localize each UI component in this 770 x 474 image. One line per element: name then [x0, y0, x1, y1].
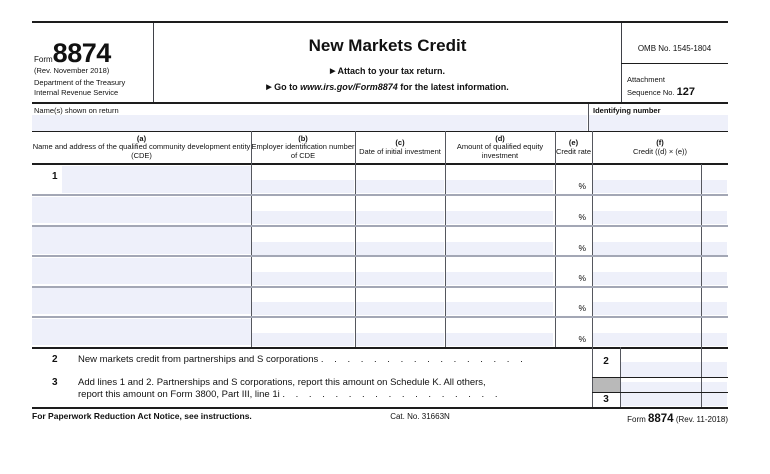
col-line-ef	[592, 131, 593, 347]
row1-field-amount[interactable]	[446, 180, 553, 193]
line3-number: 3	[52, 377, 58, 388]
form-number: 8874	[52, 38, 111, 68]
row5-field-amount[interactable]	[446, 302, 553, 315]
row4-field-date[interactable]	[356, 272, 444, 285]
row5-field-date[interactable]	[356, 302, 444, 315]
department-line: Department of the Treasury	[34, 78, 126, 87]
row-separator-2	[32, 225, 728, 227]
form-revision: (Rev. November 2018)	[34, 66, 110, 75]
row1-field-ein[interactable]	[252, 180, 354, 193]
sequence-number: 127	[676, 86, 695, 98]
top-rule	[32, 21, 728, 23]
row4-field-cde[interactable]	[32, 258, 251, 284]
col-header-e: (e) Credit rate	[555, 137, 591, 156]
row5-percent-sign: %	[578, 303, 586, 313]
col-line-bc	[355, 131, 356, 347]
omb-separator	[621, 63, 728, 64]
row3-field-credit[interactable]	[593, 242, 727, 255]
goto-arrow-icon: ▶	[266, 84, 272, 91]
line3-amount-field[interactable]	[621, 382, 727, 406]
identifying-input-field[interactable]	[589, 115, 728, 131]
row1-percent-sign: %	[578, 181, 586, 191]
form-word: Form	[34, 55, 53, 64]
col-header-f: (f) Credit ((d) × (e))	[633, 137, 687, 156]
form-title: New Markets Credit	[308, 36, 467, 55]
row4-field-ein[interactable]	[252, 272, 354, 285]
form-number-block	[34, 38, 152, 69]
attachment-word: Attachment	[627, 75, 665, 84]
goto-url-link[interactable]: www.irs.gov/Form8874	[300, 82, 398, 92]
row2-field-cde[interactable]	[32, 197, 251, 223]
line3-text: Add lines 1 and 2. Partnerships and S corporations, report this amount on Schedule K. All others, report this amount on Form 3800, Part III, line 1i . . . . . . . . . . . . . . . . .	[78, 377, 499, 400]
row6-field-date[interactable]	[356, 333, 444, 346]
col-line-de	[555, 131, 556, 347]
row4-field-amount[interactable]	[446, 272, 553, 285]
line3-box-number: 3	[603, 394, 609, 405]
gray-filler-cell	[593, 378, 620, 392]
row3-percent-sign: %	[578, 243, 586, 253]
footer-form-id: Form 8874 (Rev. 11-2018)	[627, 413, 728, 425]
line2-bottom-rule	[592, 377, 728, 378]
row-separator-4	[32, 286, 728, 288]
row5-field-ein[interactable]	[252, 302, 354, 315]
sequence-line: Sequence No. 127	[627, 86, 695, 98]
row2-field-credit[interactable]	[593, 211, 727, 224]
row2-percent-sign: %	[578, 212, 586, 222]
row2-field-amount[interactable]	[446, 211, 553, 224]
name-label: Name(s) shown on return	[34, 106, 119, 115]
line2-number: 2	[52, 354, 58, 365]
row6-field-cde[interactable]	[32, 319, 251, 345]
header-bottom-rule	[32, 102, 728, 104]
line1-number: 1	[52, 171, 58, 182]
row-separator-3	[32, 255, 728, 257]
line2-amount-field[interactable]	[621, 362, 727, 377]
gray-cell-bottom-rule	[592, 392, 728, 393]
row3-field-date[interactable]	[356, 242, 444, 255]
row1-field-credit[interactable]	[593, 180, 727, 193]
row1-field-cde[interactable]	[62, 166, 251, 193]
line3-dot-leaders: . . . . . . . . . . . . . . . . .	[282, 388, 499, 400]
col-line-ab	[251, 131, 252, 347]
goto-instruction: ▶ Go to www.irs.gov/Form8874 for the latest information.	[266, 82, 509, 92]
col-header-d: (d) Amount of qualified equity investment	[456, 133, 544, 160]
attach-arrow-icon: ▶	[329, 68, 336, 75]
row-separator-1	[32, 194, 728, 196]
row6-percent-sign: %	[578, 334, 586, 344]
row4-field-credit[interactable]	[593, 272, 727, 285]
col-header-b: (b) Employer identification number of CDE	[251, 133, 355, 160]
row5-field-credit[interactable]	[593, 302, 727, 315]
row6-field-ein[interactable]	[252, 333, 354, 346]
name-input-field[interactable]	[32, 115, 587, 131]
line2-box-number: 2	[603, 356, 609, 367]
table-bottom-rule	[32, 347, 728, 349]
identifying-label: Identifying number	[593, 106, 661, 115]
row2-field-ein[interactable]	[252, 211, 354, 224]
row3-field-amount[interactable]	[446, 242, 553, 255]
line2-text: New markets credit from partnerships and S corporations . . . . . . . . . . . . . . . .	[78, 354, 524, 365]
row6-field-amount[interactable]	[446, 333, 553, 346]
row3-field-cde[interactable]	[32, 227, 251, 254]
col-header-a: (a) Name and address of the qualified community development entity (CDE)	[32, 133, 251, 160]
row1-field-date[interactable]	[356, 180, 444, 193]
col-header-c: (c) Date of initial investment	[359, 137, 441, 156]
omb-number: OMB No. 1545-1804	[637, 44, 712, 53]
paperwork-notice: For Paperwork Reduction Act Notice, see instructions.	[32, 411, 252, 421]
col-line-cd	[445, 131, 446, 347]
agency-line: Internal Revenue Service	[34, 88, 119, 97]
row6-field-credit[interactable]	[593, 333, 727, 346]
row2-field-date[interactable]	[356, 211, 444, 224]
row5-field-cde[interactable]	[32, 288, 251, 314]
row-separator-5	[32, 316, 728, 318]
table-header-bottom-rule	[32, 163, 728, 165]
catalog-number: Cat. No. 31663N	[390, 412, 450, 421]
row3-field-ein[interactable]	[252, 242, 354, 255]
attach-instruction: ▶ Attach to your tax return.	[329, 66, 446, 76]
row4-percent-sign: %	[578, 273, 586, 283]
line2-dot-leaders: . . . . . . . . . . . . . . . .	[320, 354, 524, 365]
